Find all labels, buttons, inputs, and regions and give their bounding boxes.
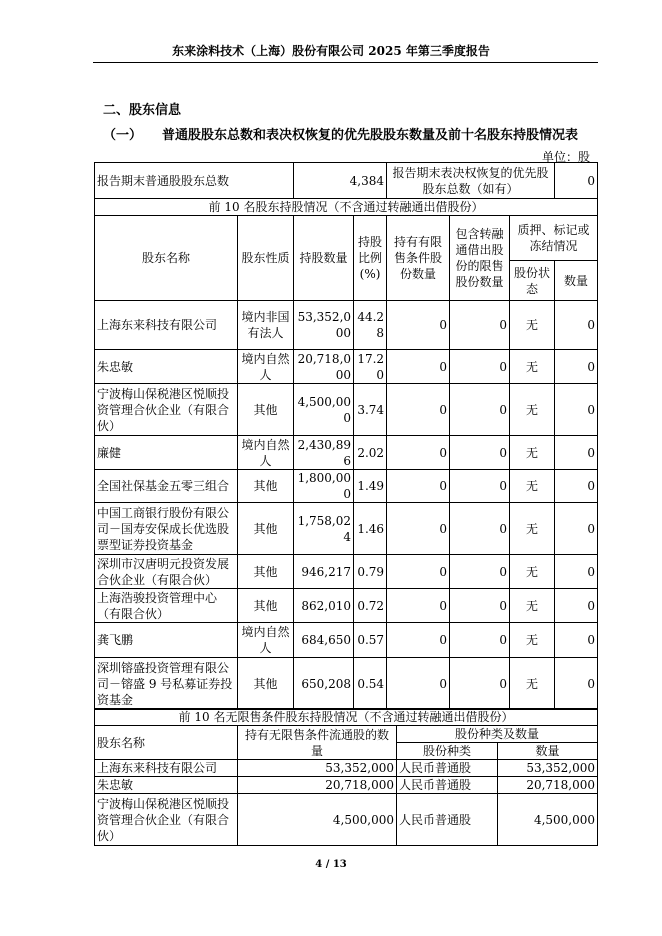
cell-type: 人民币普通股 xyxy=(397,760,498,777)
cell-type: 人民币普通股 xyxy=(397,794,498,846)
cell-name: 上海东来科技有限公司 xyxy=(95,760,238,777)
col-header-lent: 包含转融通借出股份的限售股份数量 xyxy=(450,216,510,301)
col-header-type: 股份种类 xyxy=(397,743,498,760)
cell-type: 人民币普通股 xyxy=(397,777,498,794)
cell-name: 深圳市汉唐明元投资发展合伙企业（有限合伙） xyxy=(95,555,238,589)
unit-label: 单位：股 xyxy=(541,150,590,164)
cell-restricted: 0 xyxy=(387,555,450,589)
col-header-unrestricted-shares: 持有无限售条件流通股的数量 xyxy=(238,726,397,760)
cell-nature: 其他 xyxy=(238,470,294,503)
cell-amount: 20,718,000 xyxy=(498,777,598,794)
cell-status: 无 xyxy=(510,623,555,658)
cell-qty: 0 xyxy=(555,436,598,470)
report-header: 东来涂料技术（上海）股份有限公司 2025 年第三季度报告 xyxy=(172,44,490,58)
table-row xyxy=(95,589,598,623)
unrestricted-shareholders-table xyxy=(94,708,598,846)
cell-shares: 20,718,000 xyxy=(294,350,354,384)
cell-shares: 946,217 xyxy=(294,555,354,589)
cell-nature: 其他 xyxy=(238,589,294,623)
section-title: 二、股东信息 xyxy=(103,103,182,118)
cell-lent: 0 xyxy=(450,555,510,589)
top10-caption: 前 10 名股东持股情况（不含通过转融通出借股份） xyxy=(95,199,598,216)
cell-lent: 0 xyxy=(450,350,510,384)
cell-name: 上海浩骏投资管理中心（有限合伙） xyxy=(95,589,238,623)
cell-qty: 0 xyxy=(555,350,598,384)
table-row xyxy=(95,555,598,589)
cell-lent: 0 xyxy=(450,623,510,658)
col-header-qty: 数量 xyxy=(555,261,598,301)
cell-name: 廉健 xyxy=(95,436,238,470)
summary-row xyxy=(95,163,598,199)
cell-ratio: 1.49 xyxy=(354,470,387,503)
subsection-number: （一） xyxy=(103,128,143,143)
cell-nature: 境内非国有法人 xyxy=(238,301,294,350)
cell-nature: 其他 xyxy=(238,503,294,555)
col-header-shares: 持股数量 xyxy=(294,216,354,301)
cell-restricted: 0 xyxy=(387,623,450,658)
col-header-nature: 股东性质 xyxy=(238,216,294,301)
cell-lent: 0 xyxy=(450,470,510,503)
cell-shares: 20,718,000 xyxy=(238,777,397,794)
page-number: 4 / 13 xyxy=(315,859,347,870)
cell-lent: 0 xyxy=(450,384,510,436)
preferred-holders-label: 报告期末表决权恢复的优先股股东总数（如有） xyxy=(387,163,555,199)
cell-name: 朱忠敏 xyxy=(95,777,238,794)
cell-shares: 1,758,024 xyxy=(294,503,354,555)
cell-nature: 其他 xyxy=(238,555,294,589)
top10-shareholders-table xyxy=(94,162,598,710)
cell-nature: 其他 xyxy=(238,384,294,436)
cell-amount: 4,500,000 xyxy=(498,794,598,846)
cell-lent: 0 xyxy=(450,589,510,623)
cell-restricted: 0 xyxy=(387,436,450,470)
cell-name: 宁波梅山保税港区悦顺投资管理合伙企业（有限合伙） xyxy=(95,384,238,436)
preferred-holders-value: 0 xyxy=(555,163,598,199)
cell-ratio: 17.20 xyxy=(354,350,387,384)
cell-qty: 0 xyxy=(555,658,598,710)
cell-status: 无 xyxy=(510,589,555,623)
cell-status: 无 xyxy=(510,470,555,503)
table-row xyxy=(95,794,598,846)
col-header-name: 股东名称 xyxy=(95,216,238,301)
cell-shares: 4,500,000 xyxy=(238,794,397,846)
cell-ratio: 0.79 xyxy=(354,555,387,589)
col-header-ratio: 持股比例(%) xyxy=(354,216,387,301)
cell-status: 无 xyxy=(510,350,555,384)
table-row xyxy=(95,436,598,470)
table-row xyxy=(95,470,598,503)
cell-restricted: 0 xyxy=(387,350,450,384)
cell-ratio: 44.28 xyxy=(354,301,387,350)
col-header-status: 股份状态 xyxy=(510,261,555,301)
cell-name: 上海东来科技有限公司 xyxy=(95,301,238,350)
cell-status: 无 xyxy=(510,436,555,470)
cell-lent: 0 xyxy=(450,658,510,710)
cell-ratio: 2.02 xyxy=(354,436,387,470)
cell-ratio: 0.57 xyxy=(354,623,387,658)
cell-qty: 0 xyxy=(555,623,598,658)
cell-status: 无 xyxy=(510,384,555,436)
cell-shares: 53,352,000 xyxy=(294,301,354,350)
cell-restricted: 0 xyxy=(387,301,450,350)
table-row xyxy=(95,623,598,658)
cell-restricted: 0 xyxy=(387,589,450,623)
table-row xyxy=(95,658,598,710)
cell-shares: 650,208 xyxy=(294,658,354,710)
col-header-restricted: 持有有限售条件股份数量 xyxy=(387,216,450,301)
cell-restricted: 0 xyxy=(387,384,450,436)
col-header-type-group: 股份种类及数量 xyxy=(397,726,598,743)
table-row xyxy=(95,777,598,794)
cell-name: 朱忠敏 xyxy=(95,350,238,384)
common-holders-value: 4,384 xyxy=(294,163,387,199)
cell-restricted: 0 xyxy=(387,470,450,503)
cell-nature: 境内自然人 xyxy=(238,436,294,470)
cell-restricted: 0 xyxy=(387,503,450,555)
cell-lent: 0 xyxy=(450,436,510,470)
cell-lent: 0 xyxy=(450,301,510,350)
table-row xyxy=(95,760,598,777)
cell-qty: 0 xyxy=(555,301,598,350)
cell-qty: 0 xyxy=(555,384,598,436)
cell-status: 无 xyxy=(510,301,555,350)
cell-nature: 其他 xyxy=(238,658,294,710)
cell-nature: 境内自然人 xyxy=(238,623,294,658)
header-divider xyxy=(93,62,598,63)
col-header-pledge: 质押、标记或冻结情况 xyxy=(510,216,598,261)
cell-status: 无 xyxy=(510,658,555,710)
cell-ratio: 0.54 xyxy=(354,658,387,710)
cell-nature: 境内自然人 xyxy=(238,350,294,384)
table-row xyxy=(95,503,598,555)
cell-amount: 53,352,000 xyxy=(498,760,598,777)
cell-qty: 0 xyxy=(555,589,598,623)
cell-name: 宁波梅山保税港区悦顺投资管理合伙企业（有限合伙） xyxy=(95,794,238,846)
cell-ratio: 1.46 xyxy=(354,503,387,555)
cell-qty: 0 xyxy=(555,555,598,589)
table-row xyxy=(95,350,598,384)
table-row xyxy=(95,384,598,436)
cell-shares: 2,430,896 xyxy=(294,436,354,470)
cell-restricted: 0 xyxy=(387,658,450,710)
subsection-title xyxy=(103,124,578,143)
cell-shares: 53,352,000 xyxy=(238,760,397,777)
cell-name: 龚飞鹏 xyxy=(95,623,238,658)
unrestricted-caption: 前 10 名无限售条件股东持股情况（不含通过转融通出借股份） xyxy=(95,709,598,726)
cell-shares: 684,650 xyxy=(294,623,354,658)
cell-name: 深圳镕盛投资管理有限公司－镕盛 9 号私募证券投资基金 xyxy=(95,658,238,710)
cell-ratio: 0.72 xyxy=(354,589,387,623)
col-header-name: 股东名称 xyxy=(95,726,238,760)
table-row xyxy=(95,301,598,350)
cell-status: 无 xyxy=(510,503,555,555)
cell-name: 全国社保基金五零三组合 xyxy=(95,470,238,503)
cell-ratio: 3.74 xyxy=(354,384,387,436)
cell-qty: 0 xyxy=(555,470,598,503)
cell-shares: 862,010 xyxy=(294,589,354,623)
cell-shares: 1,800,000 xyxy=(294,470,354,503)
cell-qty: 0 xyxy=(555,503,598,555)
subsection-text: 普通股股东总数和表决权恢复的优先股股东数量及前十名股东持股情况表 xyxy=(162,128,579,143)
common-holders-label: 报告期末普通股股东总数 xyxy=(95,163,294,199)
col-header-amount: 数量 xyxy=(498,743,598,760)
cell-lent: 0 xyxy=(450,503,510,555)
cell-name: 中国工商银行股份有限公司－国寿安保成长优选股票型证券投资基金 xyxy=(95,503,238,555)
cell-shares: 4,500,000 xyxy=(294,384,354,436)
cell-status: 无 xyxy=(510,555,555,589)
